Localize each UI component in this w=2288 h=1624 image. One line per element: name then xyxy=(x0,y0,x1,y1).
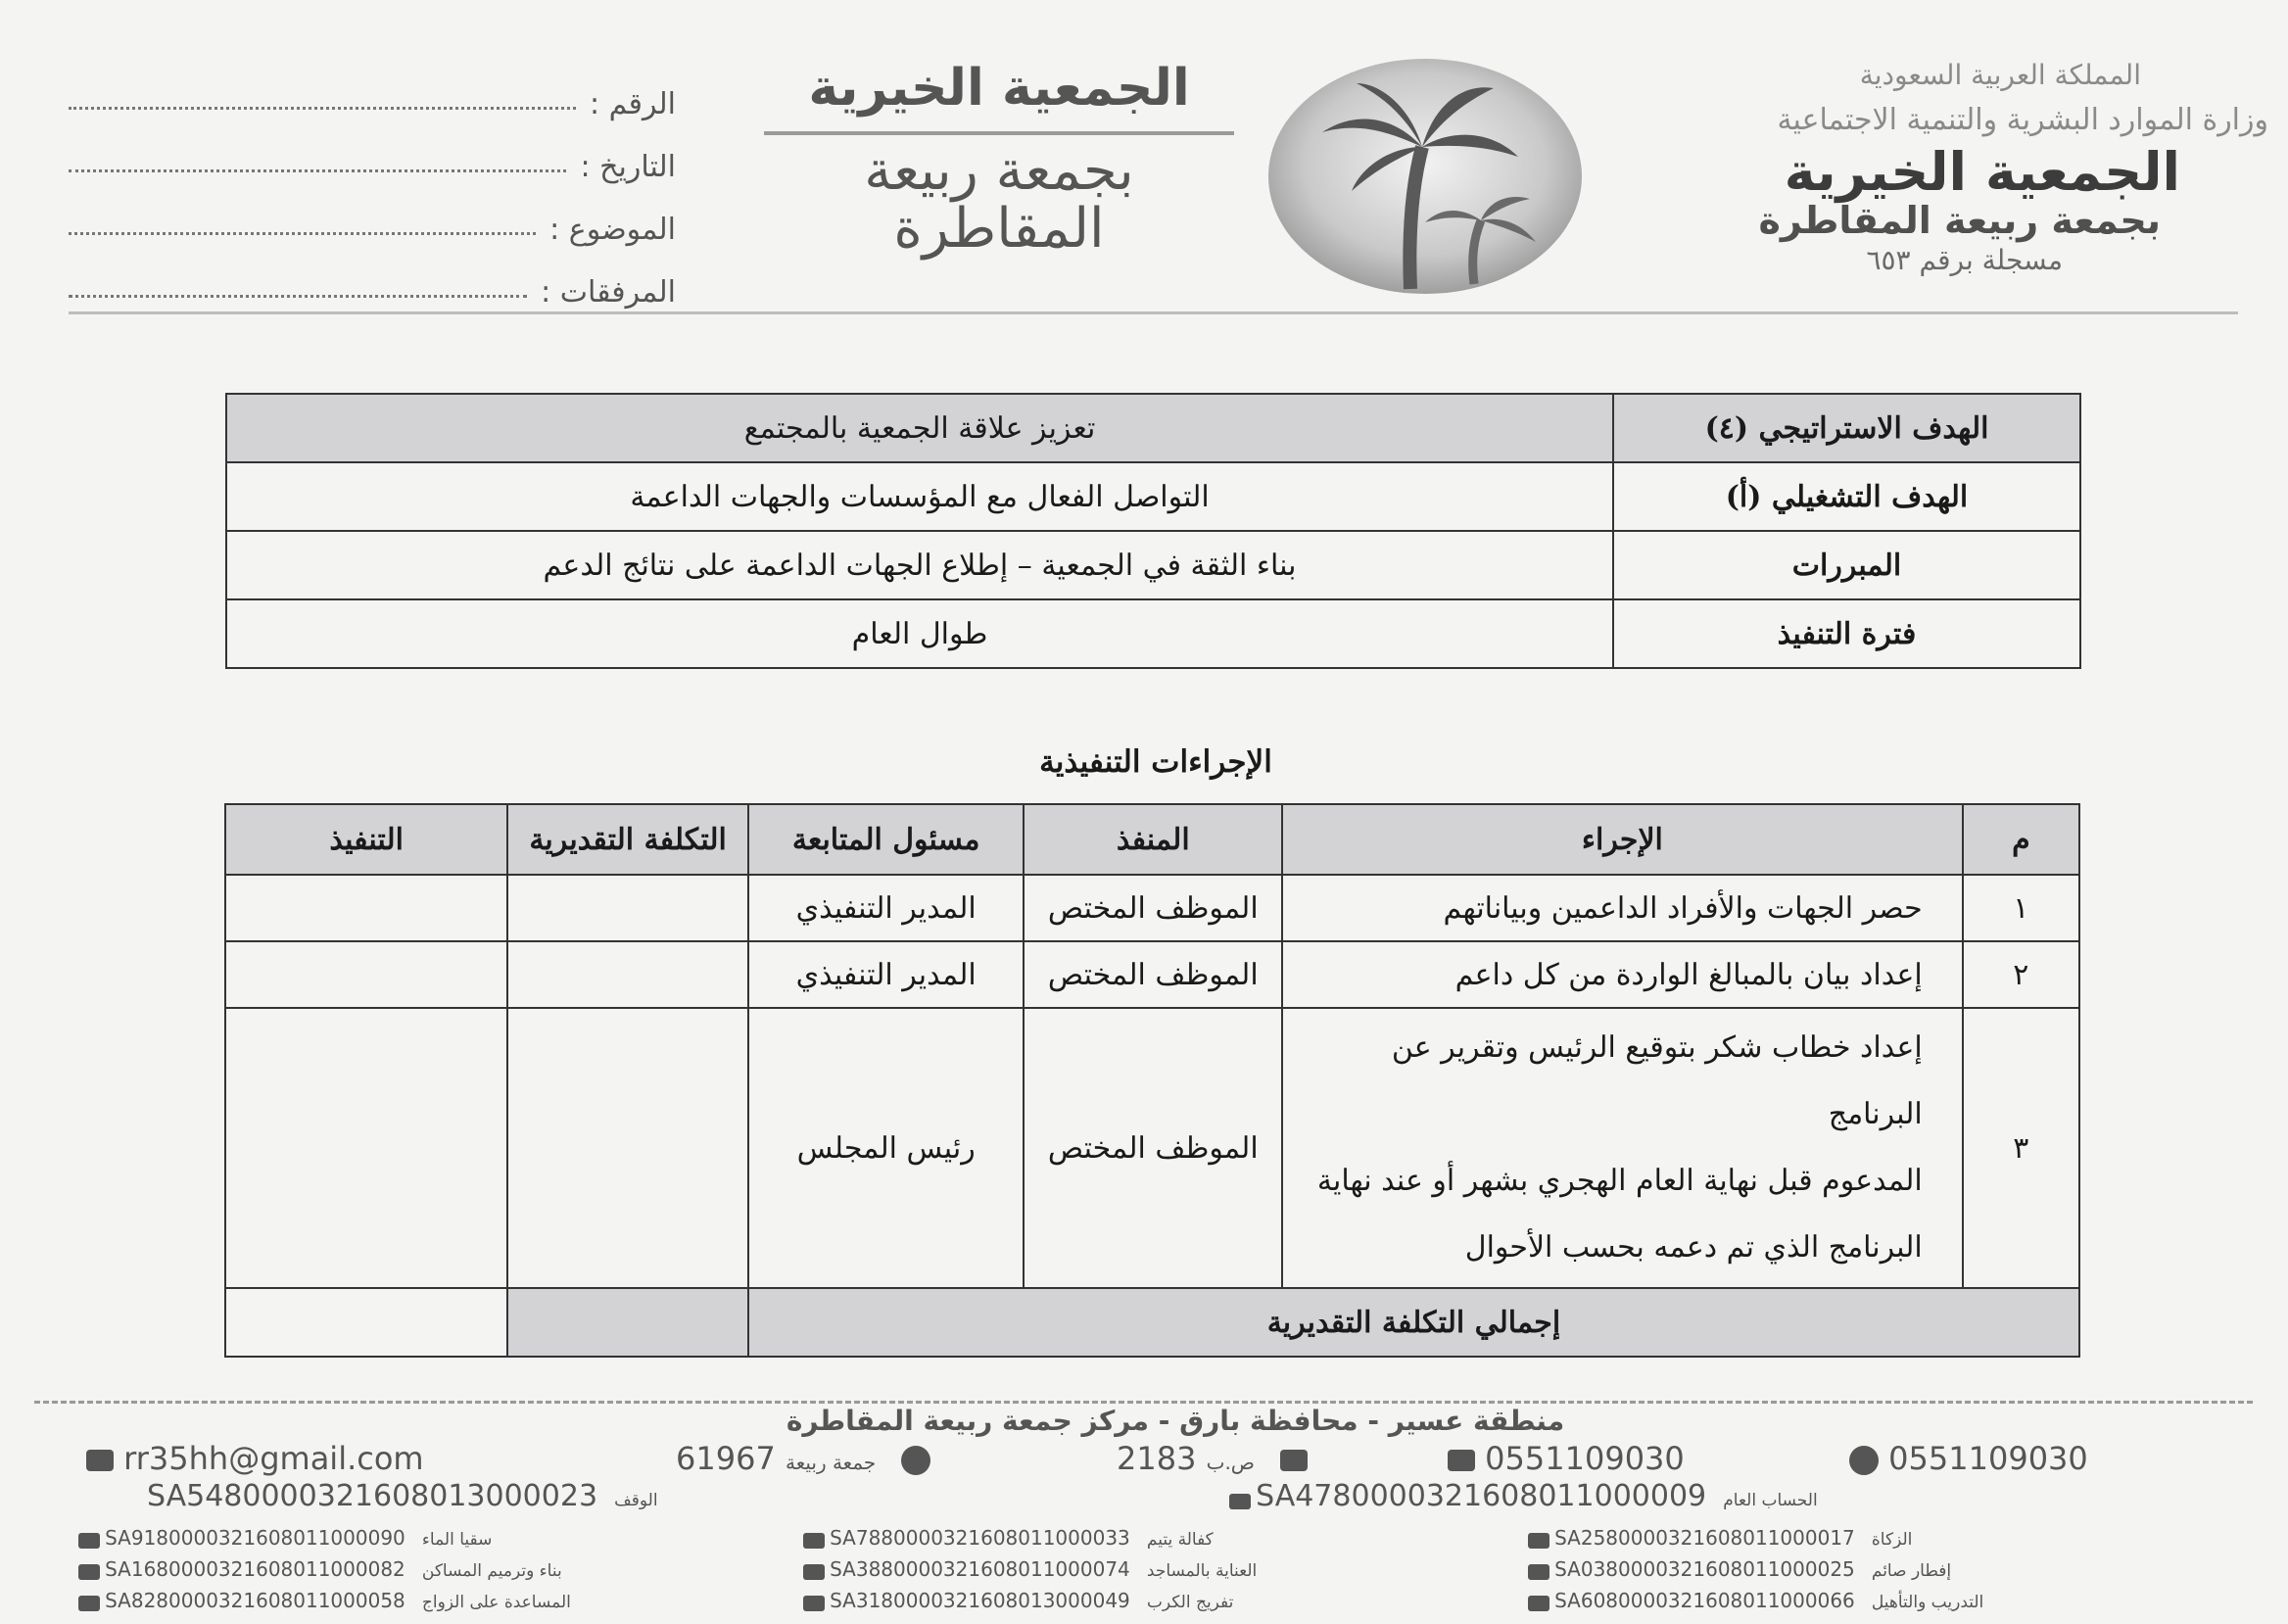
account-name: المساعدة على الزواج xyxy=(421,1593,571,1612)
total-done xyxy=(225,1288,507,1357)
goal-key: الهدف التشغيلي (أ) xyxy=(1613,462,2080,531)
pobox-number: 2183 xyxy=(1117,1440,1197,1477)
account-row xyxy=(803,1557,1257,1581)
field-line xyxy=(69,232,536,235)
goal-key: المبررات xyxy=(1613,531,2080,599)
footer-address: منطقة عسير - محافظة بارق - مركز جمعة ربيعة المقاطرة xyxy=(786,1405,1565,1437)
table-row xyxy=(225,1008,2079,1288)
field-label: التاريخ : xyxy=(580,150,676,184)
total-row xyxy=(225,1288,2079,1357)
account-iban: SA5480000321608013000023 xyxy=(147,1479,598,1513)
row-num: ٣ xyxy=(1963,1008,2079,1288)
procedures-table xyxy=(224,803,2080,1358)
postal-contact xyxy=(676,1440,930,1477)
center-title: الجمعية الخيرية xyxy=(808,59,1190,118)
whatsapp-icon xyxy=(1849,1446,1879,1475)
email-text: rr35hh@gmail.com xyxy=(123,1440,424,1477)
center-divider xyxy=(764,131,1234,135)
row-done xyxy=(225,941,507,1008)
account-iban: SA4780000321608011000009 xyxy=(1256,1479,1707,1513)
row-num: ١ xyxy=(1963,875,2079,941)
account-iban: SA6080000321608011000066 xyxy=(1554,1589,1855,1612)
account-row xyxy=(1528,1526,1912,1550)
row-done xyxy=(225,875,507,941)
field-number xyxy=(69,59,676,121)
email-contact xyxy=(78,1440,424,1477)
pobox-contact xyxy=(1117,1440,1308,1477)
header-divider xyxy=(69,311,2238,314)
action-line: البرنامج الذي تم دعمه بحسب الأحوال xyxy=(1464,1230,1923,1265)
account-row xyxy=(78,1557,562,1581)
action-line: إعداد خطاب شكر بتوقيع الرئيس وتقرير عن البرنامج xyxy=(1391,1030,1923,1131)
header-follow-up: مسئول المتابعة xyxy=(748,804,1025,875)
header-executor: المنفذ xyxy=(1024,804,1282,875)
table-row xyxy=(226,462,2080,531)
email-icon xyxy=(86,1450,114,1471)
field-line xyxy=(69,295,527,298)
field-attachments xyxy=(69,247,676,310)
row-cost xyxy=(507,941,748,1008)
row-follow-up: رئيس المجلس xyxy=(748,1008,1025,1288)
total-label: إجمالي التكلفة التقديرية xyxy=(748,1288,2079,1357)
bank-icon xyxy=(78,1533,100,1549)
table-row xyxy=(226,394,2080,462)
bank-icon xyxy=(803,1533,825,1549)
row-action: إعداد بيان بالمبالغ الواردة من كل داعم xyxy=(1282,941,1963,1008)
footer-contacts xyxy=(78,1440,2174,1479)
procedures-title: الإجراءات التنفيذية xyxy=(1039,744,1272,780)
account-name: الزكاة xyxy=(1871,1530,1913,1550)
header-cost: التكلفة التقديرية xyxy=(507,804,748,875)
mobile-contact xyxy=(1440,1440,1685,1477)
row-executor: الموظف المختص xyxy=(1024,1008,1282,1288)
field-line xyxy=(69,169,566,172)
account-iban: SA9180000321608011000090 xyxy=(105,1526,405,1550)
account-row xyxy=(78,1526,492,1550)
org-name: الجمعية الخيرية xyxy=(1784,141,2180,203)
row-num: ٢ xyxy=(1963,941,2079,1008)
country-name: المملكة العربية السعودية xyxy=(1859,59,2141,91)
table-header-row xyxy=(225,804,2079,875)
pobox-icon xyxy=(1280,1450,1308,1471)
header-done: التنفيذ xyxy=(225,804,507,875)
account-name: الوقف xyxy=(614,1491,658,1510)
account-iban: SA0380000321608011000025 xyxy=(1554,1557,1855,1581)
field-label: الموضوع : xyxy=(549,213,676,247)
waqf-account xyxy=(147,1479,658,1513)
whatsapp-contact xyxy=(1841,1440,2088,1477)
field-label: المرفقات : xyxy=(541,275,676,310)
table-row xyxy=(225,875,2079,941)
bank-icon xyxy=(1528,1596,1549,1611)
goal-key: فترة التنفيذ xyxy=(1613,599,2080,668)
row-action: حصر الجهات والأفراد الداعمين وبياناتهم xyxy=(1282,875,1963,941)
pobox-label: ص.ب xyxy=(1206,1451,1255,1474)
palm-logo xyxy=(1263,54,1587,299)
header-action: الإجراء xyxy=(1282,804,1963,875)
bank-icon xyxy=(1528,1564,1549,1580)
bank-icon xyxy=(803,1564,825,1580)
goal-value: طوال العام xyxy=(226,599,1613,668)
row-done xyxy=(225,1008,507,1288)
postal-city: جمعة ربيعة xyxy=(785,1451,877,1474)
account-iban: SA1680000321608011000082 xyxy=(105,1557,405,1581)
bank-icon xyxy=(803,1596,825,1611)
row-action xyxy=(1282,1008,1963,1288)
mobile-number: 0551109030 xyxy=(1485,1440,1685,1477)
bank-icon xyxy=(1229,1494,1251,1509)
row-cost xyxy=(507,875,748,941)
row-follow-up: المدير التنفيذي xyxy=(748,941,1025,1008)
letterhead-center xyxy=(744,59,1254,261)
bank-icon xyxy=(78,1596,100,1611)
ministry-name: وزارة الموارد البشرية والتنمية الاجتماعية xyxy=(1777,103,2268,137)
account-row xyxy=(1528,1589,1983,1612)
account-name: بناء وترميم المساكن xyxy=(421,1561,562,1581)
mailbox-icon xyxy=(901,1446,930,1475)
table-row xyxy=(225,941,2079,1008)
account-iban: SA7880000321608011000033 xyxy=(830,1526,1130,1550)
account-name: تفريج الكرب xyxy=(1146,1593,1234,1612)
letter-fields xyxy=(69,59,676,310)
field-date xyxy=(69,121,676,184)
account-iban: SA2580000321608011000017 xyxy=(1554,1526,1855,1550)
account-row xyxy=(78,1589,571,1612)
center-line-3: المقاطرة xyxy=(893,197,1105,261)
account-name: كفالة يتيم xyxy=(1146,1530,1214,1550)
row-follow-up: المدير التنفيذي xyxy=(748,875,1025,941)
account-row xyxy=(803,1589,1233,1612)
phone-icon xyxy=(1448,1450,1475,1471)
account-name: التدريب والتأهيل xyxy=(1871,1593,1984,1612)
letterhead-right xyxy=(1642,59,2268,276)
goal-value: تعزيز علاقة الجمعية بالمجتمع xyxy=(226,394,1613,462)
account-iban: SA3180000321608013000049 xyxy=(830,1589,1130,1612)
goal-value: بناء الثقة في الجمعية – إطلاع الجهات الداعمة على نتائج الدعم xyxy=(226,531,1613,599)
account-name: الحساب العام xyxy=(1723,1491,1818,1510)
field-label: الرقم : xyxy=(590,87,676,121)
table-row xyxy=(226,599,2080,668)
whatsapp-number: 0551109030 xyxy=(1888,1440,2088,1477)
goal-value: التواصل الفعال مع المؤسسات والجهات الداعمة xyxy=(226,462,1613,531)
row-executor: الموظف المختص xyxy=(1024,941,1282,1008)
total-cost xyxy=(507,1288,748,1357)
account-iban: SA8280000321608011000058 xyxy=(105,1589,405,1612)
footer-divider xyxy=(34,1401,2253,1404)
row-executor: الموظف المختص xyxy=(1024,875,1282,941)
account-row xyxy=(803,1526,1214,1550)
bank-icon xyxy=(78,1564,100,1580)
org-place: بجمعة ربيعة المقاطرة xyxy=(1758,199,2161,242)
general-account xyxy=(1229,1479,1818,1513)
action-line: المدعوم قبل نهاية العام الهجري بشهر أو عند نهاية xyxy=(1316,1164,1923,1198)
header-num: م xyxy=(1963,804,2079,875)
account-row xyxy=(1528,1557,1951,1581)
row-cost xyxy=(507,1008,748,1288)
bank-icon xyxy=(1528,1533,1549,1549)
account-name: العناية بالمساجد xyxy=(1146,1561,1258,1581)
account-iban: SA3880000321608011000074 xyxy=(830,1557,1130,1581)
goal-key: الهدف الاستراتيجي (٤) xyxy=(1613,394,2080,462)
postal-code: 61967 xyxy=(676,1440,776,1477)
field-line xyxy=(69,107,576,110)
table-row xyxy=(226,531,2080,599)
account-name: إفطار صائم xyxy=(1871,1561,1952,1581)
account-name: سقيا الماء xyxy=(421,1530,493,1550)
registration-number: مسجلة برقم ٦٥٣ xyxy=(1866,244,2063,276)
center-line-2: بجمعة ربيعة xyxy=(864,139,1134,203)
goal-table xyxy=(225,393,2081,669)
field-subject xyxy=(69,184,676,247)
